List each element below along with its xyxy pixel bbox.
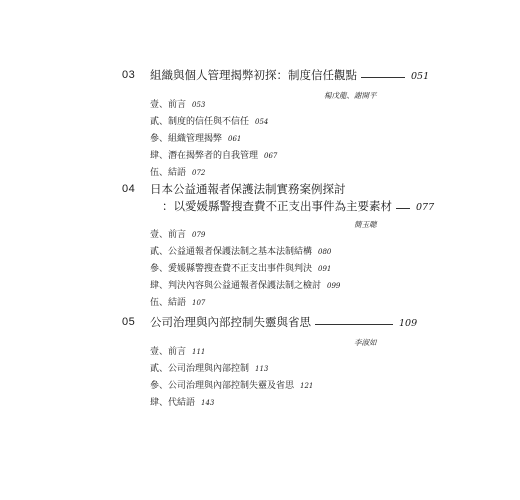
section-label: 肆、代結語	[150, 398, 196, 408]
section-page: 091	[318, 265, 332, 273]
chapter-page: 077	[416, 202, 435, 213]
list-item	[150, 395, 313, 412]
section-page: 053	[192, 101, 206, 109]
list-item	[150, 361, 313, 378]
section-label: 參、公司治理與內部控制失靈及省思	[150, 381, 295, 391]
section-page: 080	[318, 248, 332, 256]
section-page: 111	[192, 348, 206, 356]
section-list	[150, 227, 340, 312]
chapter-title-text: 公司治理與內部控制失靈與省思	[150, 315, 311, 329]
list-item	[150, 244, 340, 261]
section-page: 072	[192, 169, 206, 177]
list-item	[150, 344, 313, 361]
chapter-title-line2	[162, 198, 434, 214]
list-item	[150, 261, 340, 278]
chapter-title	[150, 67, 429, 83]
list-item	[150, 378, 313, 395]
section-label: 壹、前言	[150, 347, 187, 357]
section-label: 壹、前言	[150, 100, 187, 110]
chapter-author: 簡玉聰	[354, 220, 377, 229]
chapter-page: 051	[411, 71, 430, 82]
list-item	[150, 131, 277, 148]
section-label: 伍、結語	[150, 168, 187, 178]
list-item	[150, 278, 340, 295]
section-label: 參、愛媛縣警搜查費不正支出事件與判決	[150, 264, 313, 274]
leader-line	[315, 323, 393, 325]
section-label: 伍、結語	[150, 298, 187, 308]
list-item	[150, 227, 340, 244]
list-item	[150, 114, 277, 131]
section-page: 067	[264, 152, 278, 160]
section-label: 壹、前言	[150, 230, 187, 240]
section-page: 107	[192, 299, 206, 307]
section-page: 099	[327, 282, 341, 290]
section-page: 054	[255, 118, 269, 126]
section-page: 143	[201, 399, 215, 407]
chapter-number: 05	[122, 316, 136, 328]
chapter-number: 03	[122, 69, 136, 81]
section-label: 參、組織管理揭弊	[150, 134, 223, 144]
chapter-title	[150, 314, 417, 330]
section-label: 貳、制度的信任與不信任	[150, 117, 250, 127]
chapter-author: 楊戊龍、謝開平	[324, 91, 377, 100]
section-label: 肆、判決內容與公益通報者保護法制之檢討	[150, 281, 322, 291]
chapter-number: 04	[122, 183, 136, 195]
section-page: 121	[300, 382, 314, 390]
chapter-page: 109	[399, 318, 418, 329]
section-page: 079	[192, 231, 206, 239]
chapter-title-line1: 日本公益通報者保護法制實務案例探討	[150, 182, 346, 196]
list-item	[150, 165, 277, 182]
chapter-subtitle-text: ：以愛媛縣警搜查費不正支出事件為主要素材	[162, 199, 392, 213]
list-item	[150, 148, 277, 165]
section-list	[150, 344, 313, 412]
section-page: 061	[228, 135, 242, 143]
section-page: 113	[255, 365, 269, 373]
leader-line	[396, 207, 410, 209]
section-label: 貳、公司治理與內部控制	[150, 364, 250, 374]
chapter-title-text: 組織與個人管理揭弊初探：制度信任觀點	[150, 68, 357, 82]
list-item	[150, 295, 340, 312]
leader-line	[361, 76, 405, 78]
section-label: 肆、潛在揭弊者的自我管理	[150, 151, 259, 161]
section-label: 貳、公益通報者保護法制之基本法制結構	[150, 247, 313, 257]
list-item	[150, 97, 277, 114]
chapter-author: 李淑如	[354, 338, 377, 347]
section-list	[150, 97, 277, 182]
